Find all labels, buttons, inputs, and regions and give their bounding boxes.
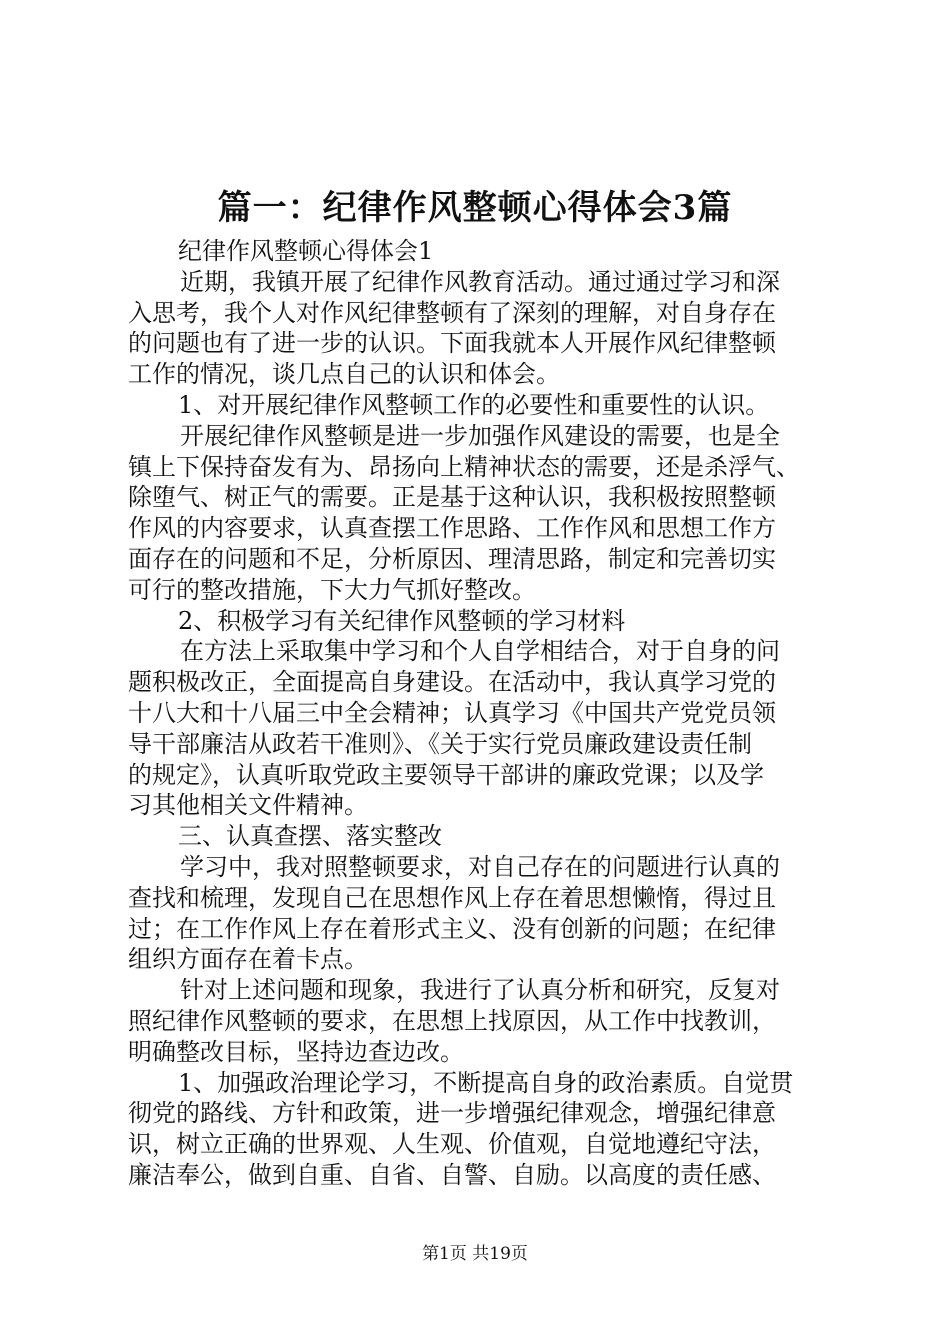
paragraph-line: 除堕气、树正气的需要。正是基于这种认识，我积极按照整顿 <box>128 483 776 512</box>
section-heading-line: 三、认真查摆、落实整改 <box>178 822 442 851</box>
paragraph-line: 廉洁奉公，做到自重、自省、自警、自励。以高度的责任感、 <box>128 1160 776 1189</box>
section-heading-line: 1、加强政治理论学习，不断提高自身的政治素质。自觉贯 <box>178 1068 794 1097</box>
paragraph-line: 镇上下保持奋发有为、昂扬向上精神状态的需要，还是杀浮气、 <box>128 452 800 481</box>
paragraph-line: 面存在的问题和不足，分析原因、理清思路，制定和完善切实 <box>128 544 776 573</box>
document-title: 篇一：纪律作风整顿心得体会3篇 <box>217 188 733 228</box>
paragraph-line: 组织方面存在着卡点。 <box>128 945 368 974</box>
paragraph-line: 入思考，我个人对作风纪律整顿有了深刻的理解，对自身存在 <box>128 298 776 327</box>
paragraph-line: 的问题也有了进一步的认识。下面我就本人开展作风纪律整顿 <box>128 329 776 358</box>
paragraph-line: 照纪律作风整顿的要求，在思想上找原因，从工作中找教训， <box>128 1006 776 1035</box>
section-heading-line: 1、对开展纪律作风整顿工作的必要性和重要性的认识。 <box>178 390 770 419</box>
paragraph-line: 习其他相关文件精神。 <box>128 791 368 820</box>
paragraph-line: 针对上述问题和现象，我进行了认真分析和研究，反复对 <box>180 976 780 1005</box>
paragraph-line: 识，树立正确的世界观、人生观、价值观，自觉地遵纪守法， <box>128 1130 776 1159</box>
paragraph-line: 开展纪律作风整顿是进一步加强作风建设的需要，也是全 <box>180 421 780 450</box>
section-heading-line: 纪律作风整顿心得体会1 <box>178 237 434 265</box>
paragraph-line: 十八大和十八届三中全会精神；认真学习《中国共产党党员领 <box>128 698 776 727</box>
paragraph-line: 的规定》，认真听取党政主要领导干部讲的廉政党课；以及学 <box>128 760 764 789</box>
paragraph-line: 在方法上采取集中学习和个人自学相结合，对于自身的问 <box>180 637 780 666</box>
paragraph-line: 导干部廉洁从政若干准则》、《关于实行党员廉政建设责任制 <box>128 729 752 758</box>
paragraph-line: 近期，我镇开展了纪律作风教育活动。通过通过学习和深 <box>180 267 780 296</box>
paragraph-line: 学习中，我对照整顿要求，对自己存在的问题进行认真的 <box>180 852 780 881</box>
paragraph-line: 彻党的路线、方针和政策，进一步增强纪律观念，增强纪律意 <box>128 1099 776 1128</box>
document-body <box>128 236 828 1191</box>
paragraph-line: 查找和梳理，发现自己在思想作风上存在着思想懒惰，得过且 <box>128 883 776 912</box>
paragraph-line: 可行的整改措施，下大力气抓好整改。 <box>128 575 536 604</box>
paragraph-line: 题积极改正，全面提高自身建设。在活动中，我认真学习党的 <box>128 668 776 697</box>
paragraph-line: 工作的情况，谈几点自己的认识和体会。 <box>128 360 560 389</box>
page-footer: 第1页 共19页 <box>422 1244 528 1264</box>
paragraph-line: 作风的内容要求，认真查摆工作思路、工作作风和思想工作方 <box>128 514 776 543</box>
section-heading-line: 2、积极学习有关纪律作风整顿的学习材料 <box>178 606 626 635</box>
paragraph-line: 过；在工作作风上存在着形式主义、没有创新的问题；在纪律 <box>128 914 776 943</box>
paragraph-line: 明确整改目标，坚持边查边改。 <box>128 1037 464 1066</box>
